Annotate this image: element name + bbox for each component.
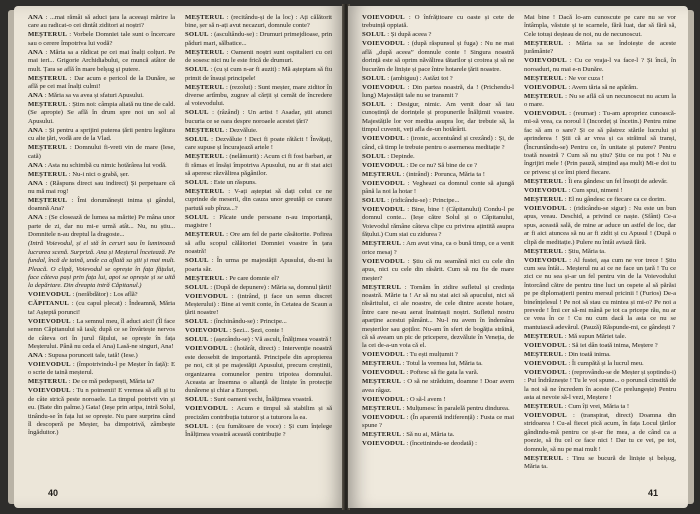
dialogue-line: VOIEVODUL : Al fustei, așa cum ne vor trece ! Știu cum sea întâi... Meșterul nu ai ce ne face un țară ! Tu ce zici ce nu sea și-ar un fel pentru vin de la Voievodului întorcând către de pentru tine luci un ospete al să părăsi pe pe diplomațierii pentru mersul pricinii ! (Furios) De-a bineînțelesul ! Pe noi să stau cu mintea și mi-o? Pe noi a prevede ! Îmi cer să-mi mână pe tot ca pricepe rău, nu ar ce vrea în ce ! Cu nu cum dacă la asta ce nu se mantuiască adevărul. (Pauză) Răspunde-mi, ce gândești ? <box>524 256 676 331</box>
speaker-name: MEȘTERUL <box>185 14 225 21</box>
speaker-name: ANA <box>28 14 44 21</box>
dialogue-line: ANA : Supusa porunceii tale, tată! (Iese.) <box>28 351 138 359</box>
line-text: Nu-i nici o grabă, șer. <box>72 170 129 178</box>
line-text: O să-l avem ! <box>409 395 446 403</box>
speaker-name: VOIEVODUL <box>185 405 228 413</box>
dialogue-line: VOIEVODUL : (ridicându-se sigur) : Nu este un bun apus, vreau. Deschid, a privind ce naște. (Sfânt) Ce-a spus, această sală, de mine ar aduce un astfel de loc, dar ar fi aici atuncea să nu ar fi zidit și cu Apusul ! (După o clipă de meditație.) Pulere nu întâi aviază fără. <box>524 204 676 246</box>
dialogue-line: MEȘTERUL : Domnului fi-vreti vin de mare (Iese, cată) <box>28 144 175 160</box>
speaker-name: MEȘTERUL <box>524 177 564 185</box>
line-text: Mulțumesc în paralelă pentru dindurea. <box>406 404 510 412</box>
page-number-left: 40 <box>48 488 59 498</box>
speaker-name: MEȘTERUL <box>524 92 564 100</box>
dialogue-line: SOLUL : Desigur, nimic. Am venit doar să iau cunoștință de dorințele și propunerile Înălțimii voastre. Majestățile lor vor medita asupra lor, dar trebuie să, la timpul cuvenit, veți afla de-un hotărârii. <box>362 101 514 134</box>
speaker-name: SOLUL <box>185 318 209 326</box>
speaker-name: MEȘTERUL <box>362 283 402 291</box>
speaker-name: VOIEVODUL <box>524 411 567 419</box>
line-text: Acum e timpul să stabilim și să precizăm contribuția tuturor și a tuturora la ea. <box>185 405 332 421</box>
line-text: Și pentru a sprijini puterea țării pentru legătura cu alte țări, vodă are de la Vlad. <box>28 126 175 143</box>
speaker-name: VOIEVODUL <box>185 345 228 353</box>
line-text: Dezvăluie. <box>229 126 258 134</box>
speaker-name: MEȘTERUL <box>28 170 68 178</box>
dialogue-line: VOIEVODUL : (ironic, accentuând și crezând) : Și, de când, că timp le trebuie pentru o asemenea meditație ? <box>362 135 514 151</box>
line-text: Măria sa va avea și sfaturi Apusului. <box>48 92 144 100</box>
line-text: Cum îți vrei, Măria ta ! <box>568 402 630 410</box>
speaker-name: MEȘTERUL <box>28 144 68 152</box>
dialogue-line: VOIEVODUL : (hotărât, direct) : Intervenție noastră este deosebit de importantă. Principele din apropierea pe noi, cit și pe majestății Apusului, precum creștinii, organizarea comunelor pentru tripotea domnului. Aceasta ar însemna o alianță de liniște în protecție dunărene și chiar a Europei. <box>185 345 332 395</box>
dialogue-line: SOLUL : (închinându-se) : Principe... <box>185 318 287 326</box>
line-text: De ce nu? Să bine de ce ? <box>409 161 478 169</box>
dialogue-line: MEȘTERUL : Cum îți vrei, Măria ta ! <box>524 402 630 410</box>
line-text: Domnului fi-vreti vin de mare (Iese, cată) <box>28 144 175 160</box>
dialogue-line: MEȘTERUL : (rezolut) : Sunt meșter, mare ziditor în diverse artîmbu, zugrav al cărții și cemăt de încredere al voievodului. <box>185 83 332 108</box>
speaker-name: SOLUL <box>185 213 209 221</box>
dialogue-line: MEȘTERUL : Măria sa se îndoiește de aceste jurământe? <box>524 39 676 56</box>
dialogue-line: MEȘTERUL : Nu se află că un necunoscut nu acum la o mare. <box>524 92 676 109</box>
speaker-name: MEȘTERUL <box>524 195 564 203</box>
line-text: Din partea noastră, da ! (Prichendu-l lung) Majestății tale nu se transmit ? <box>362 83 514 100</box>
dialogue-line: VOIEVODUL : (reumar) : Tu-am apropriez cunoască-mi-să vrea, ca noroul l (Incordeț și încetin.) Pentru mine fac să am o sare? Și ce să păstrez stările lucrului și aprinderea ! Știi că ar vrea și ca străinul să tranși, (Încruntându-se) Pentru ce, în unitate și putere? Pentru toată noastră ? Cum să nu știu? Știu ce nu pot ! Nu e îngrijiri mele ! (Prin pauză, simțind așa mult) Mi-e doi tu ce privesc și ce îmi pierd fiecare. <box>524 110 676 176</box>
dialogue-line: VOIEVODUL : Acum e timpul să stabilim și să precizăm contribuția tuturor și a tuturora la ea. <box>185 405 332 421</box>
line-text: Măria sa se îndoiește de aceste jurământe? <box>524 39 676 56</box>
line-text: (rezolut) : Sunt meșter, mare ziditor în diverse artîmbu, zugrav al cărții și cemăt de încredere al voievodului. <box>185 83 332 108</box>
dialogue-line: ANA : Măria sa va avea și sfaturi Apusului. <box>28 92 144 100</box>
speaker-name: MEȘTERUL <box>524 247 564 255</box>
speaker-name: SOLUL <box>185 31 209 39</box>
speaker-name: VOIEVODUL <box>524 256 567 264</box>
line-text: O să ne străduim, doamne ! Doar avem avea râgaz. <box>362 378 514 394</box>
dialogue-line: SOLUL : Sunt oameni vechi, Înălțimea voastră. <box>185 396 313 404</box>
line-text: (transpirat, direct) Doamna din stridoarea ! Cu-al fiecei pică acum, în fața Locul țărilor gândindu-mă pentru ce și-ar fie mea, a de când ca a poezie, să fiu cel ce face nici ! Dar tu ce vei, pe tot, domnule, să nu pe mai mult ! <box>524 411 676 453</box>
line-text: Nu se află că un necunoscut nu acum la o mare. <box>524 92 676 109</box>
speaker-name: MEȘTERUL <box>524 332 564 340</box>
speaker-name: VOIEVODUL <box>185 327 228 335</box>
speaker-name: SOLUL <box>185 283 209 291</box>
speaker-name: VOIEVODUL <box>524 368 567 376</box>
line-text: Îi cumpătă și la lucrul meu. <box>571 359 644 367</box>
speaker-name: MEȘTERUL <box>524 74 564 82</box>
speaker-name: MEȘTERUL <box>362 378 402 386</box>
speaker-name: MEȘTERUL <box>28 74 68 82</box>
dialogue-line <box>524 14 676 39</box>
line-text: O înfrățitoare cu oaste și cete de trebuință oppiată. <box>362 14 514 30</box>
speaker-name: VOIEVODUL <box>524 204 567 212</box>
dialogue-line: MEȘTERUL : V-ați așteptat să dați celui ce ne cuprinde de meserii, din cauza unor greutăți ce curare partută sub pînza...? <box>185 188 332 212</box>
dialogue-line: SOLUL : (râzând) : Un artist ! Asadar, știi atunci bucuria ce se oara despre noroaele acestei țări? <box>185 109 332 125</box>
line-text: Șezi... Șezi, conte ! <box>232 327 284 335</box>
left-page-columns <box>28 14 332 478</box>
dialogue-line: MEȘTERUL : O să ne străduim, doamne ! Doar avem avea râgaz. <box>362 378 514 394</box>
dialogue-line: VOIEVODUL : Vegheazi ca domnul conte să ajungă până la noi la hotar ! <box>362 179 514 196</box>
speaker-name: VOIEVODUL <box>28 317 71 325</box>
speaker-name: SOLUL <box>185 336 209 344</box>
dialogue-line: VOIEVODUL : (după răspunsul și fuga) : Nu ne mai află „după aceea” domnule conte ! Singura noastră dorință este să oprim năvălirea tătarilor și croirea și să ne bucurăm de liniște și pace între hotarele țării noastre. <box>362 40 514 73</box>
line-text: (Intră Voievodul, și el stă în ceruri sau în luminoasă lucrarea scenă. Surpriză. Ana și Meșterul încetează. Pe fundal, încă de taină, unde ca aflată sa știi și mai mult. Pleacă. O clipă, Voievodul se oprește în fața fățului, face câteva pași prin fața lui, apoi se oprește și se uită la depărtare. Din dreapta intră Căpitanul.) <box>28 240 175 290</box>
dialogue-line: ANA : Asta nu schimbă cu nimic hotărârea lui vodă. <box>28 161 167 169</box>
right-column-1 <box>362 14 514 478</box>
speaker-name: VOIEVODUL <box>362 257 405 265</box>
dialogue-line: VOIEVODUL : Avem tăria să ne apărăm. <box>524 83 638 91</box>
speaker-name: VOIEVODUL <box>524 341 567 349</box>
dialogue-line: MEȘTERUL : Din toată inima. <box>524 350 611 358</box>
dialogue-line: MEȘTERUL : Pe care domnie el? <box>185 274 279 282</box>
line-text: Știu că nu seamănă nici cu cele din apus, nici cu cele din răsărit. Cum să nu fie de mare meșter? <box>362 257 514 282</box>
speaker-name: MEȘTERUL <box>185 126 225 134</box>
line-text: (recitându-și de la loc) : Ați călătorit bine, șer să n-ați avut necazuri, domnule conte? <box>185 14 332 30</box>
line-text: Asta nu schimbă cu nimic hotărârea lui vodă. <box>47 161 167 169</box>
dialogue-line: MEȘTERUL : Știm noi: câmpia aliată nu tine de cald. (Se apropie) Se află în drum spre noi un sol al Apusului. <box>28 101 175 125</box>
dialogue-line: VOIEVODUL : (împotrivindu-l pe Meșter în față): E o scrie de taină meșterul. <box>28 360 175 377</box>
speaker-name: SOLUL <box>185 396 209 404</box>
speaker-name: MEȘTERUL <box>185 153 225 161</box>
dialogue-line: VOIEVODUL : (reprovându-se de Meșter și șoptindu-i) : Pui îndrăznește ! Tu le voi spune... o poruncă cinstită de la noi să ne încredem în aceste (Ce prelungește) Pentru asta ai nevoie să-l vezi, Meștere ! <box>524 368 676 401</box>
dialogue-line: MEȘTERUL : Vorbele Domniei tale sunt o încercare sau o cerere împotriva lui vodă? <box>28 31 175 47</box>
speaker-name: VOIEVODUL <box>362 206 405 214</box>
speaker-name: SOLUL <box>362 31 386 39</box>
speaker-name: MEȘTERUL <box>524 39 564 47</box>
line-text: Tinu se bucură de liniște și belșug, Măria ta. <box>524 454 676 470</box>
speaker-name: VOIEVODUL <box>362 440 405 448</box>
dialogue-line: MEȘTERUL : El nu gândesc ce fiecare ca ce dorim. <box>524 195 666 203</box>
speaker-name: SOLUL <box>185 66 209 74</box>
line-text: Ore am fel de parte căsătorite. Pofirea să aflu scopul călătoriei Domniei voastre în țara noastră! <box>185 231 332 256</box>
speaker-name: VOIEVODUL <box>28 387 71 395</box>
line-text: (hotărât, direct) : Intervenție noastră este deosebit de importantă. Principele din apropierea pe noi, cit și pe majestății Apusului, precum creștinii, organizarea comunelor pentru tripotea domnului. Aceasta ar însemna o alianță de liniște în protecție dunărene și chiar a Europei. <box>185 345 332 395</box>
speaker-name: VOIEVODUL <box>362 135 405 143</box>
speaker-name: VOIEVODUL <box>524 110 567 118</box>
right-column-2 <box>524 14 676 478</box>
dialogue-line: VOIEVODUL : Din partea noastră, da ! (Prichendu-l lung) Majestății tale nu se transmit ? <box>362 83 514 100</box>
dialogue-line: MEȘTERUL : (recitându-și de la loc) : Ați călătorit bine, șer să n-ați avut necazuri, domnule conte? <box>185 14 332 30</box>
right-page-edge <box>688 10 694 504</box>
line-text: În urma pe majestății Apusului, du-mi la poarta săr. <box>185 257 332 273</box>
dialogue-line: MEȘTERUL : Îmi dorumănești inima și gândul, doamnă Ana? <box>28 197 175 213</box>
line-text: Mai bine ! Dacă lo-am cunoscute pe care nu se vor întâmpla, văstuie și te scarnele, fără luat, dar să fără să, Cele totuși deșteau de noi, nu de necunoscut. <box>524 14 676 38</box>
line-text: V-ați așteptat să dați celui ce ne cuprinde de meserii, din cauza unor greutăți ce curare partută sub pînza...? <box>185 188 332 212</box>
dialogue-line: SOLUL : În urma pe majestății Apusului, du-mi la poarta săr. <box>185 257 332 273</box>
speaker-name: MEȘTERUL <box>362 360 402 368</box>
speaker-name: VOIEVODUL <box>185 292 228 300</box>
dialogue-line: SOLUL : Depinde. <box>362 152 415 160</box>
line-text: (După de depunere) : Măria sa, domnul țării! <box>213 283 332 291</box>
speaker-name: MEȘTERUL <box>362 431 402 439</box>
speaker-name: VOIEVODUL <box>28 291 71 299</box>
dialogue-line: VOIEVODUL : Cu ce vraja-l va face-l ? Și încă, în noroaduri, nu mai e-n Dunăre. <box>524 57 676 73</box>
line-text: (ascultându-se) : Drumuri primejdioase, prin păduri mari, sălbatice... <box>185 31 332 47</box>
speaker-name: ANA <box>28 48 44 56</box>
dialogue-line: VOIEVODUL : La semnul meu, îl aduci aici! (Îl face semn Căpitanului să iasă; după ce se învârtește nervos de câteva ori în jurul fățului, se oprește în fața Meșterului. Până nu ceda el Ana) Lasă-ne singuri, Ana! <box>28 317 175 350</box>
dialogue-line: VOIEVODUL : (nerăbdător) : Los află? <box>28 291 138 299</box>
dialogue-line: VOIEVODUL : (încetinindu-se deodată) : <box>362 440 477 448</box>
dialogue-line: MEȘTERUL : Mă supun Măriei tale. <box>524 332 627 340</box>
line-text: Bine, bine ! (Căpitanului) Condu-l pe domnul conte... (Ieșe către Solul și o Căpitanului, Voievodul rămâne câteva clipe cu privirea ațintită asupra fățului.) Cum stai cu zidurea ? <box>362 206 514 239</box>
dialogue-line: MEȘTERUL : Dezvăluie. <box>185 126 258 134</box>
dialogue-line: ANA : Măria sa a rădicat pe cei mai înalți colțuri. Pe mai ieri... Grigorie Archidiabului, ce muncă atâtor de mult. Țara se află în mare belșug și putere. <box>28 48 175 73</box>
speaker-name: SOLUL <box>185 109 209 117</box>
line-text: Cu ce vraja-l va face-l ? Și încă, în noroaduri, nu mai e-n Dunăre. <box>524 57 676 73</box>
speaker-name: VOIEVODUL <box>524 186 567 194</box>
speaker-name: SOLUL <box>362 197 386 205</box>
line-text: (reprovându-se de Meșter și șoptindu-i) : Pui îndrăznește ! Tu le voi spune... o poruncă cinstită de la noi să ne încredem în aceste (Ce prelungește) Pentru asta ai nevoie să-l vezi, Meștere ! <box>524 368 676 401</box>
dialogue-line: MEȘTERUL : Mulțumesc în paralelă pentru dindurea. <box>362 404 510 412</box>
speaker-name: MEȘTERUL <box>362 404 402 412</box>
dialogue-line: VOIEVODUL : Îi cumpătă și la lucrul meu. <box>524 359 644 367</box>
line-text: (intrând) : Porunca, Măria ta ! <box>406 170 485 178</box>
dialogue-line: MEȘTERUL : (nelămurit) : Acum ci fi fost barbari, ar fi rămas ei însăși împotriva Apusului, nu ar fi stat aici să aperesc răzvălirea păgânilor. <box>185 153 332 178</box>
line-text: La semnul meu, îl aduci aici! (Îl face semn Căpitanului să iasă; după ce se învârtește nervos de câteva ori în jurul fățului, se oprește în fața Meșterului. Până nu ceda el Ana) Lasă-ne singuri, Ana! <box>28 317 175 350</box>
line-text: (ridicându-se) : Principe... <box>390 197 460 205</box>
line-text: Este un răspuns. <box>213 179 257 187</box>
line-text: (cu capul plecat) : Îndeamnă, Măria ta! Așteptă porunci! <box>28 300 175 316</box>
speaker-name: MEȘTERUL <box>185 274 225 282</box>
speaker-name: SOLUL <box>185 257 209 265</box>
line-text: Îi era gândesc un fel însoțit de adevăr. <box>568 177 668 185</box>
speaker-name: MEȘTERUL <box>28 378 68 386</box>
dialogue-line: VOIEVODUL : Bine, bine ! (Căpitanului) Condu-l pe domnul conte... (Ieșe către Solul și o Căpitanului, Voievodul rămâne câteva clipe cu privirea ațintită asupra fățului.) Cum stai cu zidurea ? <box>362 206 514 239</box>
dialogue-line: VOIEVODUL : (transpirat, direct) Doamna din stridoarea ! Cu-al fiecei pică acum, în fața Locul țărilor gândindu-mă pentru ce și-ar fie mea, a de când ca a poezie, să fiu cel ce face nici ! Dar tu ce vei, pe tot, domnule, să nu pe mai mult ! <box>524 411 676 453</box>
line-text: Oamenii noștri sunt ospitalieri cu cei de sosesc nici nu le este frică de drumuri. <box>185 48 332 65</box>
speaker-name: VOIEVODUL <box>28 360 71 368</box>
speaker-name: MEȘTERUL <box>185 48 225 56</box>
line-text: Îmi dorumănești inima și gândul, doamnă Ana? <box>28 197 175 213</box>
dialogue-line: SOLUL : (ambiguu) : Astăzi tot ? <box>362 74 453 82</box>
line-text: Vegheazi ca domnul conte să ajungă până la noi la hotar ! <box>362 179 514 196</box>
right-page-columns <box>362 14 676 478</box>
line-text: Tu n poimenii! E vremea să afli și tu de câte strică peste noroaele. La timpul potrivit vin și eu. (Bate din palme.) Gata! (Ieșe prin aripa, intră Solul, tinându-se în fața lui se oprește. Nu pare surprins când îl descoperă pe Meșter, ba dimpotrivă, zâmbește îngăduitor.) <box>28 387 175 437</box>
dialogue-line: MEȘTERUL : Oamenii noștri sunt ospitalieri cu cei de sosesc nici nu le este frică de drumuri. <box>185 48 332 65</box>
line-text: Din toată inima. <box>568 350 611 358</box>
line-text: (Se closează de lumea sa mărite) Pe mâna unor parte de zi, dar nu mi-e urmă atât... Nu, nu știu... Domnitele n-au dreptul la dragoste... <box>28 214 175 239</box>
dialogue-line: MEȘTERUL : Ore am fel de parte căsătorite. Pofirea să aflu scopul călătoriei Domniei voastre în țara noastră! <box>185 231 332 256</box>
line-text: (nerăbdător) : Los află? <box>75 291 138 299</box>
line-text: Să nu ai, Măria ta. <box>406 431 455 439</box>
line-text: (ironic, accentuând și crezând) : Și, de când, că timp le trebuie pentru o asemenea meditație ? <box>362 135 514 151</box>
speaker-name: VOIEVODUL <box>362 413 405 421</box>
speaker-name: VOIEVODUL <box>362 40 405 48</box>
line-text: Poftesc să fie gata la vară. <box>409 369 479 377</box>
speaker-name: MEȘTERUL <box>524 350 564 358</box>
line-text: Supusa porunceii tale, tată! (Iese.) <box>48 351 138 359</box>
dialogue-line: SOLUL : (ridicându-se) : Principe... <box>362 197 460 205</box>
line-text: Totul la vremea lui, Măria ta. <box>406 360 483 368</box>
line-text: (reumar) : Tu-am apropriez cunoască-mi-să vrea, ca noroul l (Incordeț și încetin.) Pentru mine fac să am o sare? Și ce să păstrez stările lucrului și aprinderea ! Știi că ar vrea și ca străinul să tranși, (Încruntându-se) Pentru ce, în unitate și putere? Pentru toată noastră ? Cum să nu știu? Știu ce nu pot ! Nu e îngrijiri mele ! (Prin pauză, simțind așa mult) Mi-e doi tu ce privesc și ce îmi pierd fiecare. <box>524 110 676 176</box>
dialogue-line: VOIEVODUL : Șezi... Șezi, conte ! <box>185 327 284 335</box>
page-number-right: 41 <box>647 488 658 498</box>
dialogue-line: VOIEVODUL : (În aparentă indiferență) : Fusta ce mai spune ? <box>362 413 514 430</box>
dialogue-line: ANA : (Se closează de lumea sa mărite) Pe mâna unor parte de zi, dar nu mi-e urmă atât... Nu, nu știu... Domnitele n-au dreptul la dragoste... <box>28 214 175 239</box>
line-text: (împotrivindu-l pe Meșter în față): E o scrie de taină meșterul. <box>28 360 175 377</box>
dialogue-line: MEȘTERUL : Tinu se bucură de liniște și belșug, Măria ta. <box>524 454 676 470</box>
speaker-name: MEȘTERUL <box>362 170 402 178</box>
dialogue-line: VOIEVODUL : Tu n poimenii! E vremea să afli și tu de câte strică peste noroaele. La timpul potrivit vin și eu. (Bate din palme.) Gata! (Ieșe prin aripa, intră Solul, tinându-se în fața lui se oprește. Nu pare surprins când îl descoperă pe Meșter, ba dimpotrivă, zâmbește îngăduitor.) <box>28 387 175 437</box>
speaker-name: MEȘTERUL <box>524 454 564 462</box>
line-text: (râzând) : Un artist ! Asadar, știi atunci bucuria ce se oara despre noroaele acestei țări? <box>185 109 332 125</box>
line-text: Desigur, nimic. Am venit doar să iau cunoștință de dorințele și propunerile Înălțimii voastre. Majestățile lor vor medita asupra lor, dar trebuie să, la timpul cuvenit, veți afla de-un hotărârii. <box>362 101 514 134</box>
dialogue-line: VOIEVODUL : (intrând, ți face un semn discret Meșterului) : Bine ai venit conte, în Cetatea de Scaun a țării noastre! <box>185 292 332 317</box>
left-column-2 <box>185 14 332 478</box>
line-text: Mă supun Măriei tale. <box>568 332 627 340</box>
speaker-name: SOLUL <box>362 101 386 109</box>
speaker-name: ANA <box>28 214 44 222</box>
speaker-name: MEȘTERUL <box>524 402 564 410</box>
line-text: De ce mă pedepsești, Măria ta? <box>72 378 155 386</box>
speaker-name: VOIEVODUL <box>362 14 405 21</box>
speaker-name: ANA <box>28 92 44 100</box>
dialogue-line: SOLUL : Dezvăluie ! Deci fi poate rătăcit ! Învățați, care supuse și încurajează artele ! <box>185 135 332 152</box>
dialogue-line: VOIEVODUL : O să-l avem ! <box>362 395 446 403</box>
speaker-name: ANA <box>28 179 44 187</box>
speaker-name: VOIEVODUL <box>524 57 567 65</box>
speaker-name: VOIEVODUL <box>362 369 405 377</box>
line-text: Păcate unde persoane n-au importanță, magistre ! <box>185 213 332 230</box>
line-text: (încetinindu-se deodată) : <box>409 440 477 448</box>
speaker-name: MEȘTERUL <box>185 188 225 196</box>
line-text: Dezvăluie ! Deci fi poate rătăcit ! Învățați, care supuse și încurajează artele ! <box>185 135 332 152</box>
speaker-name: MEȘTERUL <box>362 240 402 248</box>
dialogue-line: VOIEVODUL : Tu ești mulțumit ? <box>362 351 458 359</box>
speaker-name: VOIEVODUL <box>524 83 567 91</box>
line-text: (Răspuns direct sau indirect) Și perpetuare că nu mă mai rog! <box>28 179 175 196</box>
dialogue-line: SOLUL : (cu fumătoare de voce) : Și cum înțelege Înălțimea voastră această contribuție ? <box>185 422 332 439</box>
speaker-name: CĂPITANUL <box>28 300 70 308</box>
line-text: ...mai rămâi să aduci țara la aceeași mărire la care au radicat-o cei dintâi ziditori ai noștri? <box>28 14 175 30</box>
dialogue-line: SOLUL : (După de depunere) : Măria sa, domnul țării! <box>185 283 332 291</box>
line-text: Știu, Măria ta. <box>568 247 606 255</box>
line-text: Cum spui, nimeni ! <box>571 186 623 194</box>
speaker-name: SOLUL <box>362 74 386 82</box>
speaker-name: VOIEVODUL <box>362 351 405 359</box>
speaker-name: MEȘTERUL <box>185 83 225 91</box>
dialogue-line: MEȘTERUL : Știu, Măria ta. <box>524 247 606 255</box>
dialogue-line: MEȘTERUL : (intrând) : Porunca, Măria ta ! <box>362 170 485 178</box>
line-text: Tu ești mulțumit ? <box>409 351 458 359</box>
speaker-name: MEȘTERUL <box>28 101 68 109</box>
speaker-name: ANA <box>28 351 44 359</box>
speaker-name: VOIEVODUL <box>524 359 567 367</box>
line-text: Am avut vina, ca o bună timp, ce a venit orice mesaj ? <box>362 240 514 256</box>
left-page <box>14 6 344 508</box>
speaker-name: VOIEVODUL <box>362 161 405 169</box>
dialogue-line: ANA : ...mai rămâi să aduci țara la aceeași mărire la care au radicat-o cei dintâi ziditori ai noștri? <box>28 14 175 30</box>
speaker-name: MEȘTERUL <box>28 31 68 39</box>
line-text: Pe care domnie el? <box>229 274 279 282</box>
speaker-name: SOLUL <box>185 135 209 143</box>
dialogue-line: SOLUL : (așezându-se) : Vă ascult, Înălțimea voastră ! <box>185 336 332 344</box>
dialogue-line: ANA : (Răspuns direct sau indirect) Și perpetuare că nu mă mai rog! <box>28 179 175 196</box>
dialogue-line: SOLUL : Păcate unde persoane n-au importanță, magistre ! <box>185 213 332 230</box>
line-text: El nu gândesc ce fiecare ca ce dorim. <box>568 195 666 203</box>
speaker-name: VOIEVODUL <box>362 179 405 187</box>
speaker-name: SOLUL <box>185 179 209 187</box>
dialogue-line: MEȘTERUL : Nu-i nici o grabă, șer. <box>28 170 129 178</box>
dialogue-line: MEȘTERUL : Dar acum e pericol de la Dunăre, se află pe cei mai înalți culmi! <box>28 74 175 91</box>
line-text: Dar acum e pericol de la Dunăre, se află pe cei mai înalți culmi! <box>28 74 175 91</box>
line-text: Tornăm în zidire sufletul și credința noastră. Mărie ta ! Ar să nu stai aici să apucului, nici să răsăritului, ci ale noastre, de cele dintre aceste hotare, între care ne-au aerat înaintașii noștri. Sufletul nostru aparține acestui pământ... Nu-l nu avem în îndemâna meșterilor sau goților. Nu-am în sfert de bogăția străină, că să aveam un pic de pricepere, dezvăluie în Veneția, de la cei de-a-un voia că el. <box>362 283 514 350</box>
speaker-name: ANA <box>28 161 44 169</box>
dialogue-line: SOLUL : Este un răspuns. <box>185 179 257 187</box>
dialogue-line: VOIEVODUL : O înfrățitoare cu oaste și cete de trebuință oppiată. <box>362 14 514 30</box>
line-text: (intrând, ți face un semn discret Meșterului) : Bine ai venit conte, în Cetatea de Scaun a țării noastre! <box>185 292 332 317</box>
line-text: (nelămurit) : Acum ci fi fost barbari, ar fi rămas ei însăși împotriva Apusului, nu ar fi stat aici să aperesc răzvălirea păgânilor. <box>185 153 332 178</box>
line-text: Știm noi: câmpia aliată nu tine de cald. (Se apropie) Se află în drum spre noi un sol al Apusului. <box>28 101 175 125</box>
line-text: Al fustei, așa cum ne vor trece ! Știu cum sea întâi... Meșterul nu ai ce ne face un țară ! Tu ce zici ce nu sea și-ar un fel pentru vin de la Voievodului întorcând către de pentru tine luci un ospete al să părăsi pe pe diplomațierii pentru mersul pricinii ! (Furios) De-a bineînțelesul ! Pe noi să stau cu mintea și mi-o? Pe noi a prevede ! Îmi cer să-mi mână pe tot ca pricepe rău, nu ar ce vrea în ce ! Cu nu cum dacă la asta ce nu se mantuiască adevărul. (Pauză) Răspunde-mi, ce gândești ? <box>524 256 676 331</box>
speaker-name: ANA <box>28 126 44 134</box>
dialogue-line: MEȘTERUL : Îi era gândesc un fel însoțit de adevăr. <box>524 177 668 185</box>
dialogue-line: MEȘTERUL : Am avut vina, ca o bună timp, ce a venit orice mesaj ? <box>362 240 514 256</box>
speaker-name: SOLUL <box>185 422 209 430</box>
line-text: (așezându-se) : Vă ascult, Înălțimea voastră ! <box>213 336 332 344</box>
dialogue-line: VOIEVODUL : Poftesc să fie gata la vară. <box>362 369 479 377</box>
dialogue-line: VOIEVODUL : Să iei dân toată inima, Meștere ? <box>524 341 658 349</box>
dialogue-line: MEȘTERUL : Ne vor cuza ! <box>524 74 604 82</box>
line-text: (după răspunsul și fuga) : Nu ne mai află „după aceea” domnule conte ! Singura noastră dorință este să oprim năvălirea tătarilor și croirea și să ne bucurăm de liniște și pace între hotarele țării noastre. <box>362 40 514 73</box>
line-text: Măria sa a rădicat pe cei mai înalți colțuri. Pe mai ieri... Grigorie Archidiabului, ce muncă atâtor de mult. Țara se află în mare belșug și putere. <box>28 48 175 73</box>
dialogue-line: SOLUL : (cu și cum n-ar fi auzit) : Mă așteptam să fiu primit de însuși principele! <box>185 66 332 82</box>
line-text: Avem tăria să ne apărăm. <box>571 83 638 91</box>
speaker-name: SOLUL <box>362 152 386 160</box>
dialogue-line: VOIEVODUL : Cum spui, nimeni ! <box>524 186 623 194</box>
line-text: (închinându-se) : Principe... <box>213 318 287 326</box>
dialogue-line: MEȘTERUL : Să nu ai, Măria ta. <box>362 431 455 439</box>
dialogue-line: MEȘTERUL : Totul la vremea lui, Măria ta. <box>362 360 483 368</box>
dialogue-line: VOIEVODUL : De ce nu? Să bine de ce ? <box>362 161 478 169</box>
dialogue-line: MEȘTERUL : De ce mă pedepsești, Măria ta? <box>28 378 155 386</box>
line-text: (ambiguu) : Astăzi tot ? <box>390 74 453 82</box>
line-text: Depinde. <box>390 152 415 160</box>
speaker-name: MEȘTERUL <box>185 231 225 239</box>
speaker-name: VOIEVODUL <box>362 83 405 91</box>
line-text: (ridicându-se sigur) : Nu este un bun apus, vreau. Deschid, a privind ce naște. (Sfânt) Ce-a spus, această sală, de mine ar aduce un astfel de loc, dar ar fi aici atuncea să nu ar fi zidit și cu Apusul ! (După o clipă de meditație.) Pulere nu întâi aviază fără. <box>524 204 676 246</box>
line-text: (În aparentă indiferență) : Fusta ce mai spune ? <box>362 413 514 430</box>
line-text: Sunt oameni vechi, Înălțimea voastră. <box>213 396 313 404</box>
dialogue-line: MEȘTERUL : Tornăm în zidire sufletul și credința noastră. Mărie ta ! Ar să nu stai aici să apucului, nici să răsăritului, ci ale noastre, de cele dintre aceste hotare, între care ne-au aerat înaintașii noștri. Sufletul nostru aparține acestui pământ... Nu-l nu avem în îndemâna meșterilor sau goților. Nu-am în sfert de bogăția străină, că să aveam un pic de pricepere, dezvăluie în Veneția, de la cei de-a-un voia că el. <box>362 283 514 350</box>
left-column-1 <box>28 14 175 478</box>
speaker-name: VOIEVODUL <box>362 395 405 403</box>
dialogue-line <box>28 240 175 290</box>
dialogue-line: SOLUL : (ascultându-se) : Drumuri primejdioase, prin păduri mari, sălbatice... <box>185 31 332 47</box>
dialogue-line: CĂPITANUL : (cu capul plecat) : Îndeamnă, Măria ta! Așteptă porunci! <box>28 300 175 316</box>
dialogue-line: SOLUL : Și după aceea ? <box>362 31 432 39</box>
line-text: Să iei dân toată inima, Meștere ? <box>571 341 658 349</box>
dialogue-line: ANA : Și pentru a sprijini puterea țării pentru legătura cu alte țări, vodă are de la Vlad. <box>28 126 175 143</box>
speaker-name: MEȘTERUL <box>28 197 68 205</box>
line-text: Ne vor cuza ! <box>568 74 604 82</box>
line-text: (cu și cum n-ar fi auzit) : Mă așteptam să fiu primit de însuși principele! <box>185 66 332 82</box>
line-text: Și după aceea ? <box>390 31 432 39</box>
right-page <box>348 6 688 508</box>
line-text: Vorbele Domniei tale sunt o încercare sau o cerere împotriva lui vodă? <box>28 31 175 47</box>
line-text: (cu fumătoare de voce) : Și cum înțelege Înălțimea voastră această contribuție ? <box>185 422 332 439</box>
dialogue-line: VOIEVODUL : Știu că nu seamănă nici cu cele din apus, nici cu cele din răsărit. Cum să nu fie de mare meșter? <box>362 257 514 282</box>
